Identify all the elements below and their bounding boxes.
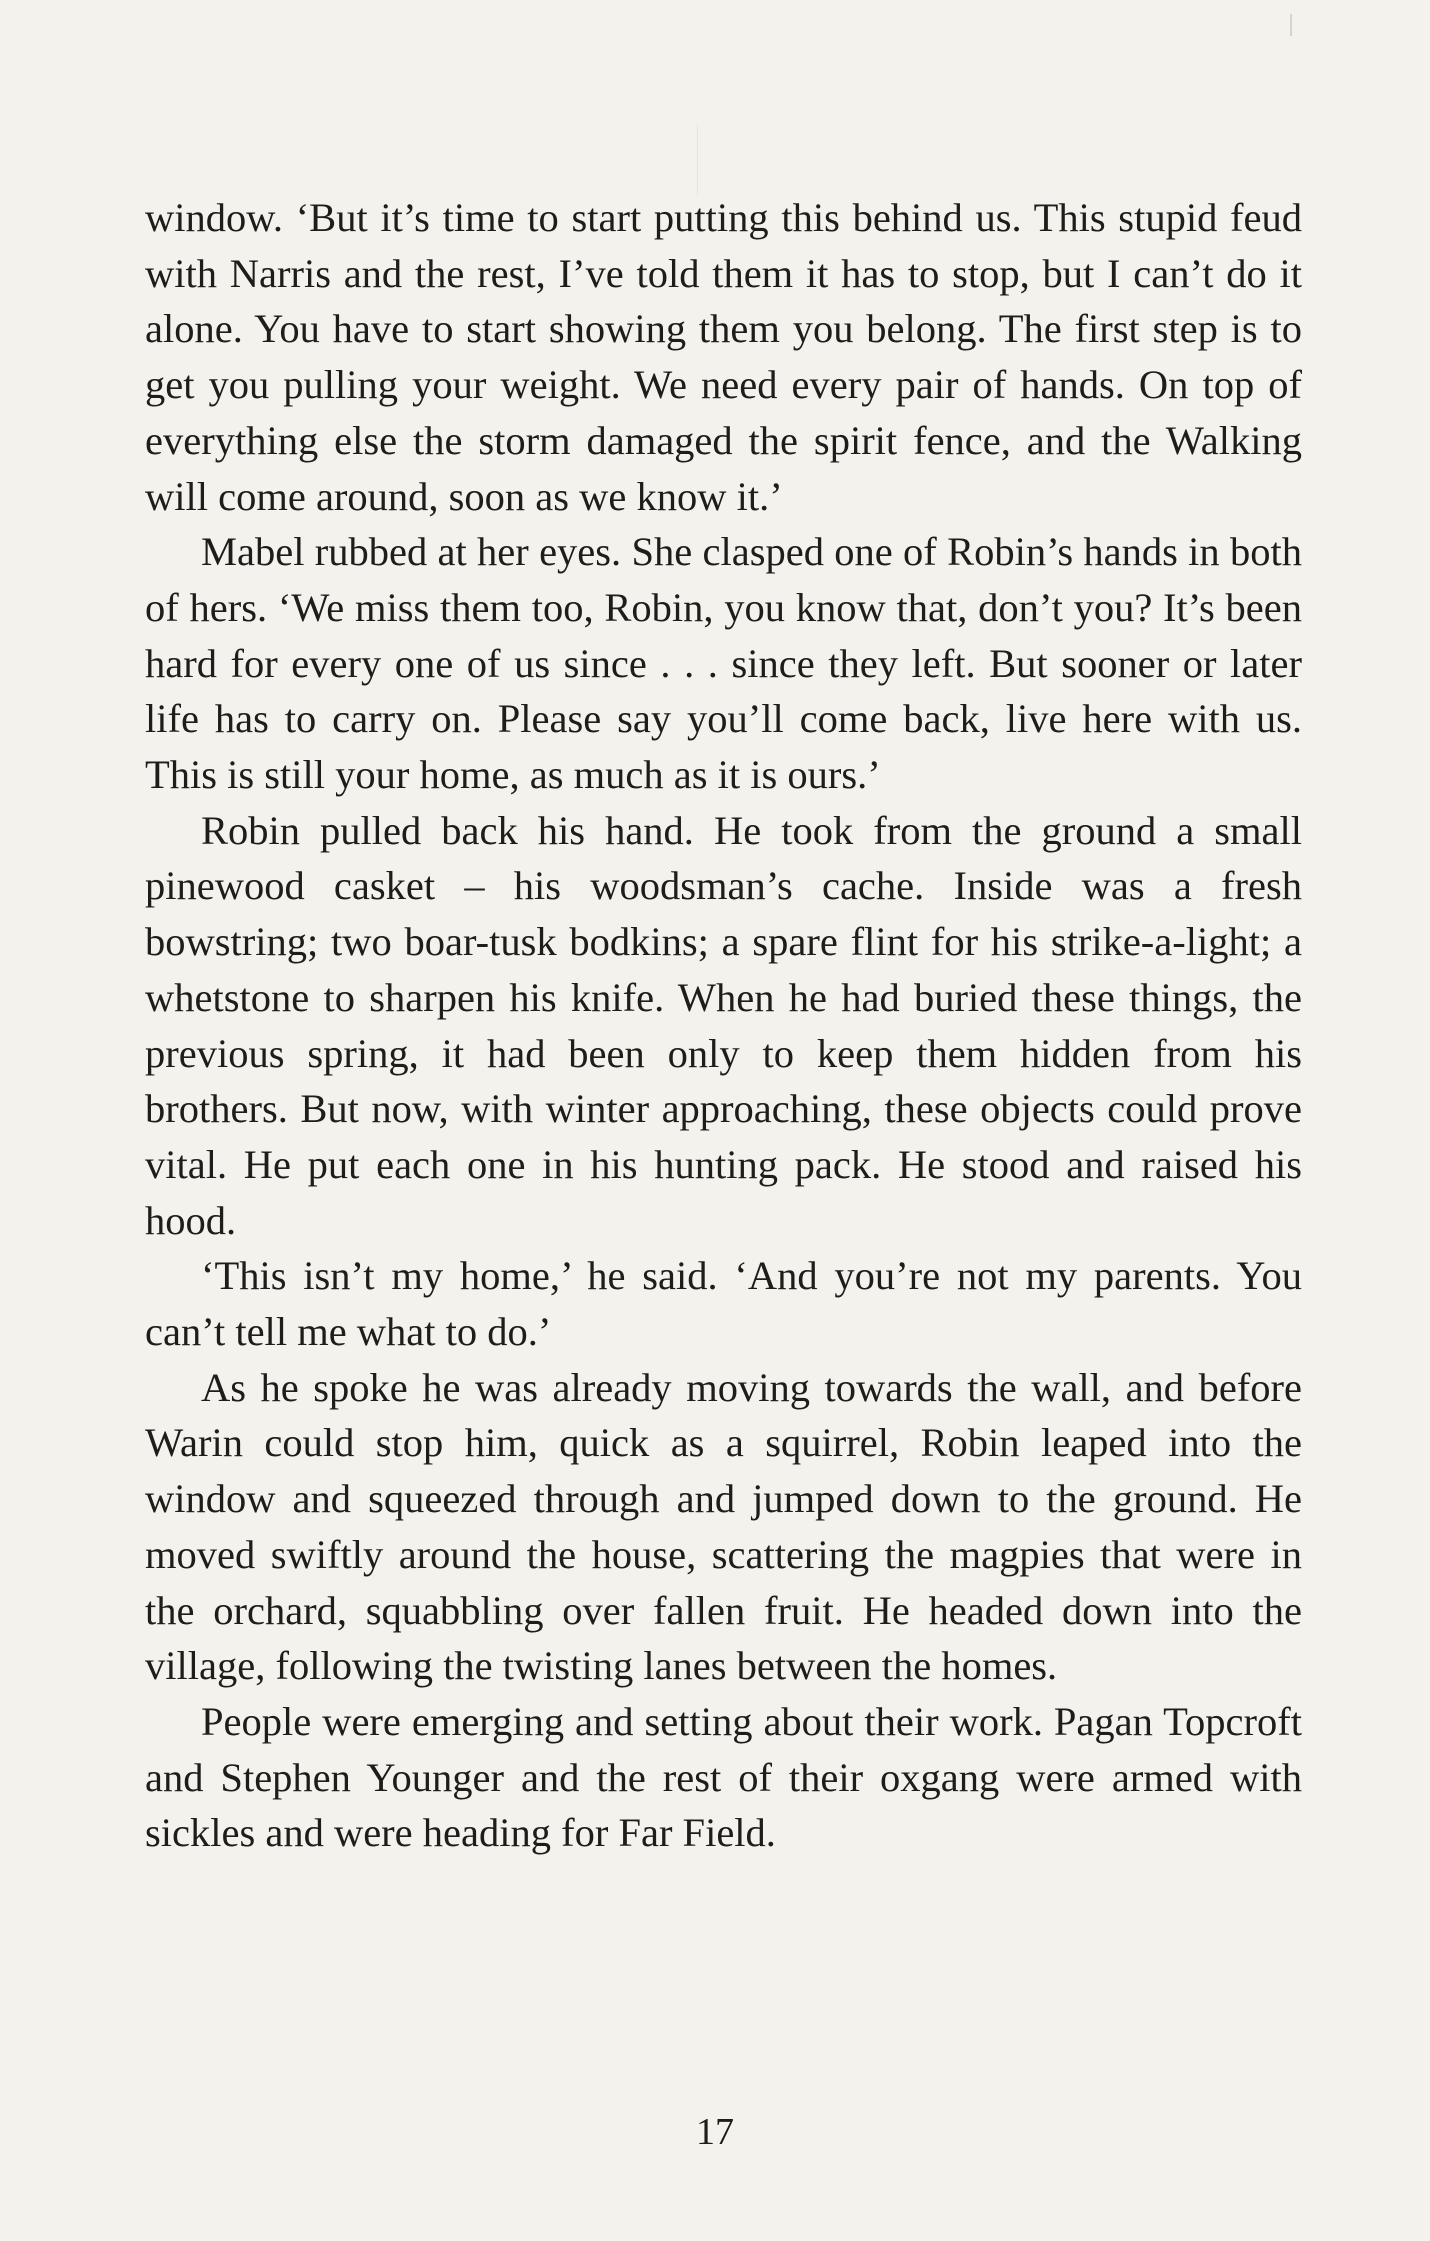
page-number: 17 <box>696 2111 734 2153</box>
paragraph: Robin pulled back his hand. He took from the ground a small pinewood casket – his woodsman’s cache. Inside was a fresh bowstring; two boar-tusk bodkins; a spare flint for his strike-a-light; a whetstone to sharpen his knife. When he had buried these things, the previous spring, it had been only to keep them hidden from his brothers. But now, with winter approaching, these objects could prove vital. He put each one in his hunting pack. He stood and raised his hood. <box>145 807 1302 1243</box>
scan-artifact <box>1290 14 1292 36</box>
paragraph: Mabel rubbed at her eyes. She clasped one of Robin’s hands in both of hers. ‘We miss them too, Robin, you know that, don’t you? It’s been hard for every one of us since . . . since they left. But sooner or later life has to carry on. Please say you’ll come back, live here with us. This is still your home, as much as it is ours.’ <box>145 529 1302 798</box>
paragraph: People were emerging and setting about their work. Pagan Topcroft and Stephen Younger and the rest of their oxgang were armed with sickles and were heading for Far Field. <box>145 1698 1302 1856</box>
scan-artifact <box>697 125 698 195</box>
paragraph: ‘This isn’t my home,’ he said. ‘And you’re not my parents. You can’t tell me what to do.’ <box>145 1253 1302 1355</box>
paragraph: As he spoke he was already moving towards the wall, and before Warin could stop him, quick as a squirrel, Robin leaped into the window and squeezed through and jumped down to the ground. He moved swiftly around the house, scattering the magpies that were in the orchard, squabbling over fallen fruit. He headed down into the village, following the twisting lanes between the homes. <box>145 1364 1302 1689</box>
paragraph: window. ‘But it’s time to start putting this behind us. This stupid feud with Narris and the rest, I’ve told them it has to stop, but I can’t do it alone. You have to start showing them you belong. The first step is to get you pulling your weight. We need every pair of hands. On top of everything else the storm damaged the spirit fence, and the Walking will come around, soon as we know it.’ <box>145 195 1302 519</box>
body-text <box>145 190 1302 1861</box>
